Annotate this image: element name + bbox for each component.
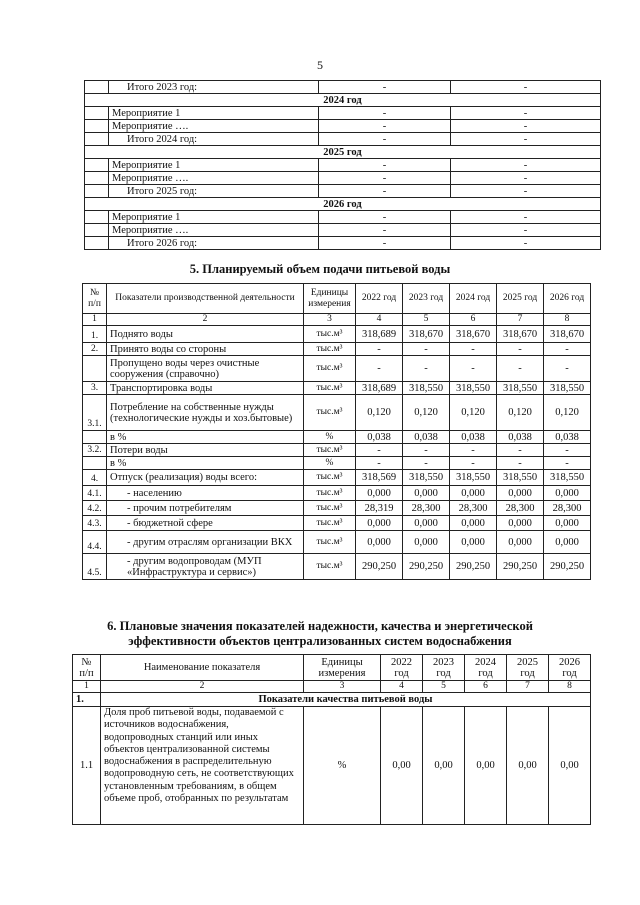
row-unit: %: [304, 457, 356, 470]
cell-value: 28,300: [403, 501, 450, 516]
cell-value: -: [544, 343, 591, 356]
cell-value: 318,550: [544, 382, 591, 395]
cell-value: 290,250: [544, 554, 591, 580]
cell-value: 0,000: [497, 516, 544, 531]
table-header-row: [83, 284, 591, 314]
year-row: [85, 94, 601, 107]
row-unit: тыс.м³: [304, 531, 356, 554]
row-unit: тыс.м³: [304, 356, 356, 382]
row-num: [83, 431, 107, 444]
cell-value: 0,000: [544, 486, 591, 501]
plan-events-table: [84, 80, 601, 250]
cell-value: 0,00: [507, 707, 549, 825]
cell-value: -: [356, 343, 403, 356]
cell-value: -: [403, 356, 450, 382]
cell-value: 28,300: [544, 501, 591, 516]
index-row: [83, 314, 591, 326]
year-row: [85, 146, 601, 159]
table-row: [73, 707, 591, 825]
empty-cell: [85, 185, 109, 198]
cell-value: 0,000: [356, 516, 403, 531]
cell-value: -: [451, 81, 601, 94]
cell-value: -: [403, 457, 450, 470]
cell-value: 318,550: [497, 470, 544, 486]
cell-value: 318,550: [450, 382, 497, 395]
row-num: 4.3.: [83, 516, 107, 531]
cell-value: 318,550: [450, 470, 497, 486]
cell-value: 0,038: [356, 431, 403, 444]
cell-value: 0,00: [423, 707, 465, 825]
cell-value: 290,250: [450, 554, 497, 580]
cell-value: 0,120: [544, 395, 591, 431]
group-num: 1.: [73, 693, 101, 707]
header-year: 2025 год: [497, 284, 544, 314]
empty-cell: [85, 224, 109, 237]
cell-value: -: [319, 211, 451, 224]
cell-value: 290,250: [403, 554, 450, 580]
header-year: 2022 год: [356, 284, 403, 314]
water-supply-table: [82, 283, 591, 580]
empty-cell: [85, 172, 109, 185]
table-row: [83, 486, 591, 501]
cell-value: -: [319, 185, 451, 198]
index-cell: 6: [450, 314, 497, 326]
row-unit: тыс.м³: [304, 326, 356, 343]
cell-value: -: [403, 444, 450, 457]
cell-value: 0,00: [381, 707, 423, 825]
index-cell: 2: [107, 314, 304, 326]
cell-value: 318,689: [356, 326, 403, 343]
cell-value: 290,250: [356, 554, 403, 580]
table-row: [83, 382, 591, 395]
cell-value: -: [319, 159, 451, 172]
cell-value: 0,000: [497, 486, 544, 501]
cell-value: 318,550: [497, 382, 544, 395]
cell-value: 0,000: [450, 516, 497, 531]
cell-value: 318,670: [450, 326, 497, 343]
cell-value: -: [451, 107, 601, 120]
row-label: Мероприятие 1: [109, 211, 319, 224]
index-cell: 2: [101, 681, 304, 693]
index-cell: 4: [356, 314, 403, 326]
cell-value: 0,000: [356, 531, 403, 554]
row-num: [83, 457, 107, 470]
header-unit: Единицы измерения: [304, 655, 381, 681]
table-row: [83, 356, 591, 382]
index-cell: 7: [497, 314, 544, 326]
row-name: Принято воды со стороны: [107, 343, 304, 356]
row-unit: тыс.м³: [304, 516, 356, 531]
row-name: - другим отраслям организации ВКХ: [107, 531, 304, 554]
row-name: - прочим потребителям: [107, 501, 304, 516]
header-name: Наименование показателя: [101, 655, 304, 681]
row-label: Итого 2023 год:: [109, 81, 319, 94]
cell-value: -: [451, 159, 601, 172]
table-row: [85, 185, 601, 198]
row-unit: тыс.м³: [304, 343, 356, 356]
index-cell: 1: [73, 681, 101, 693]
table-row: [85, 237, 601, 250]
index-cell: 3: [304, 681, 381, 693]
cell-value: 0,000: [544, 531, 591, 554]
cell-value: -: [544, 457, 591, 470]
cell-value: -: [544, 356, 591, 382]
cell-value: 0,038: [544, 431, 591, 444]
row-name: - бюджетной сфере: [107, 516, 304, 531]
row-unit: тыс.м³: [304, 470, 356, 486]
cell-value: -: [451, 211, 601, 224]
index-row: [73, 681, 591, 693]
cell-value: -: [450, 343, 497, 356]
cell-value: -: [451, 172, 601, 185]
cell-value: -: [450, 457, 497, 470]
row-num: 4.1.: [83, 486, 107, 501]
group-label: Показатели качества питьевой воды: [101, 693, 591, 707]
cell-value: -: [451, 224, 601, 237]
table-row: [85, 120, 601, 133]
row-name: Потребление на собственные нужды (технологические нужды и хоз.бытовые): [107, 395, 304, 431]
header-unit: Единицы измерения: [304, 284, 356, 314]
cell-value: -: [319, 224, 451, 237]
cell-value: -: [451, 120, 601, 133]
row-label: Мероприятие 1: [109, 159, 319, 172]
empty-cell: [85, 211, 109, 224]
header-year: 2026 год: [549, 655, 591, 681]
table-row: [85, 211, 601, 224]
table-row: [85, 107, 601, 120]
cell-value: 0,120: [356, 395, 403, 431]
cell-value: -: [319, 133, 451, 146]
row-name: Пропущено воды через очистные сооружения (справочно): [107, 356, 304, 382]
cell-value: 0,000: [497, 531, 544, 554]
row-label: Итого 2024 год:: [109, 133, 319, 146]
cell-value: 0,120: [497, 395, 544, 431]
row-unit: тыс.м³: [304, 444, 356, 457]
row-unit: тыс.м³: [304, 486, 356, 501]
empty-cell: [85, 237, 109, 250]
group-row: [73, 693, 591, 707]
table-row: [83, 343, 591, 356]
header-year: 2024 год: [450, 284, 497, 314]
indicators-table: [72, 654, 591, 825]
cell-value: 318,670: [497, 326, 544, 343]
cell-value: 318,569: [356, 470, 403, 486]
header-year: 2022 год: [381, 655, 423, 681]
index-cell: 1: [83, 314, 107, 326]
table-row: [83, 516, 591, 531]
table-row: [83, 326, 591, 343]
cell-value: 28,300: [450, 501, 497, 516]
table-row: [83, 470, 591, 486]
header-year: 2025 год: [507, 655, 549, 681]
empty-cell: [85, 81, 109, 94]
table-row: [83, 444, 591, 457]
cell-value: 318,550: [403, 382, 450, 395]
cell-value: 0,038: [450, 431, 497, 444]
section5-title: 5. Планируемый объем подачи питьевой воды: [189, 262, 451, 276]
year-label: 2026 год: [85, 198, 601, 211]
row-name: Транспортировка воды: [107, 382, 304, 395]
cell-value: -: [356, 457, 403, 470]
row-num: 1.: [83, 326, 107, 343]
table-header-row: [73, 655, 591, 681]
row-name: Поднято воды: [107, 326, 304, 343]
cell-value: 0,000: [450, 531, 497, 554]
table-row: [85, 159, 601, 172]
empty-cell: [85, 159, 109, 172]
table-row: [83, 501, 591, 516]
row-label: Итого 2025 год:: [109, 185, 319, 198]
cell-value: 0,000: [450, 486, 497, 501]
index-cell: 5: [403, 314, 450, 326]
cell-value: -: [497, 343, 544, 356]
index-cell: 8: [549, 681, 591, 693]
table-row: [83, 531, 591, 554]
cell-value: 0,000: [403, 531, 450, 554]
cell-value: -: [451, 133, 601, 146]
index-cell: 3: [304, 314, 356, 326]
table-row: [83, 395, 591, 431]
row-unit: %: [304, 431, 356, 444]
row-label: Итого 2026 год:: [109, 237, 319, 250]
cell-value: 0,120: [450, 395, 497, 431]
row-name: - населению: [107, 486, 304, 501]
row-name: Отпуск (реализация) воды всего:: [107, 470, 304, 486]
cell-value: 318,670: [403, 326, 450, 343]
row-num: 2.: [83, 343, 107, 356]
cell-value: -: [356, 356, 403, 382]
cell-value: 0,000: [403, 486, 450, 501]
row-num: 3.2.: [83, 444, 107, 457]
cell-value: 0,120: [403, 395, 450, 431]
table-row: [85, 224, 601, 237]
row-name: в %: [107, 431, 304, 444]
year-label: 2025 год: [85, 146, 601, 159]
header-num: № п/п: [73, 655, 101, 681]
row-name: Доля проб питьевой воды, подаваемой с источников водоснабжения, водопроводных станций или иных объектов централизованной системы водоснабжения в распределительную водопроводную сеть, не соответствующих установленным требованиям, в общем объеме проб, отобранных по результатам: [101, 707, 304, 825]
cell-value: -: [451, 237, 601, 250]
cell-value: -: [544, 444, 591, 457]
header-year: 2023 год: [423, 655, 465, 681]
index-cell: 8: [544, 314, 591, 326]
table-row: [85, 133, 601, 146]
row-unit: %: [304, 707, 381, 825]
row-num: 4.4.: [83, 531, 107, 554]
cell-value: -: [497, 457, 544, 470]
cell-value: -: [403, 343, 450, 356]
cell-value: 318,550: [544, 470, 591, 486]
row-name: - другим водопроводам (МУП «Инфраструктура и сервис»): [107, 554, 304, 580]
cell-value: 0,00: [549, 707, 591, 825]
cell-value: -: [450, 356, 497, 382]
cell-value: -: [450, 444, 497, 457]
row-num: 3.: [83, 382, 107, 395]
row-name: в %: [107, 457, 304, 470]
index-cell: 5: [423, 681, 465, 693]
cell-value: -: [319, 107, 451, 120]
row-unit: тыс.м³: [304, 554, 356, 580]
cell-value: 0,000: [544, 516, 591, 531]
year-label: 2024 год: [85, 94, 601, 107]
table-row: [83, 431, 591, 444]
row-label: Мероприятие ….: [109, 172, 319, 185]
cell-value: 318,550: [403, 470, 450, 486]
cell-value: 290,250: [497, 554, 544, 580]
empty-cell: [85, 107, 109, 120]
empty-cell: [85, 133, 109, 146]
index-cell: 7: [507, 681, 549, 693]
cell-value: 0,038: [497, 431, 544, 444]
row-num: 1.1: [73, 707, 101, 825]
header-year: 2023 год: [403, 284, 450, 314]
table-row: [83, 457, 591, 470]
cell-value: 28,319: [356, 501, 403, 516]
page-number: 5: [317, 58, 323, 72]
cell-value: -: [319, 172, 451, 185]
cell-value: 318,689: [356, 382, 403, 395]
cell-value: 28,300: [497, 501, 544, 516]
row-unit: тыс.м³: [304, 395, 356, 431]
row-label: Мероприятие ….: [109, 224, 319, 237]
row-num: 4.5.: [83, 554, 107, 580]
row-unit: тыс.м³: [304, 501, 356, 516]
section6-title-line2: эффективности объектов централизованных систем водоснабжения: [128, 634, 512, 648]
header-year: 2026 год: [544, 284, 591, 314]
table-row: [83, 554, 591, 580]
row-unit: тыс.м³: [304, 382, 356, 395]
index-cell: 4: [381, 681, 423, 693]
cell-value: -: [319, 81, 451, 94]
row-num: [83, 356, 107, 382]
row-name: Потери воды: [107, 444, 304, 457]
table-row: [85, 81, 601, 94]
cell-value: -: [451, 185, 601, 198]
year-row: [85, 198, 601, 211]
index-cell: 6: [465, 681, 507, 693]
cell-value: -: [356, 444, 403, 457]
cell-value: 0,00: [465, 707, 507, 825]
cell-value: 0,000: [356, 486, 403, 501]
cell-value: -: [319, 237, 451, 250]
row-num: 4.: [83, 470, 107, 486]
header-num: № п/п: [83, 284, 107, 314]
table-row: [85, 172, 601, 185]
cell-value: 0,038: [403, 431, 450, 444]
cell-value: -: [319, 120, 451, 133]
row-label: Мероприятие 1: [109, 107, 319, 120]
row-num: 3.1.: [83, 395, 107, 431]
cell-value: 0,000: [403, 516, 450, 531]
cell-value: 318,670: [544, 326, 591, 343]
header-name: Показатели производственной деятельности: [107, 284, 304, 314]
empty-cell: [85, 120, 109, 133]
section6-title-line1: 6. Плановые значения показателей надежности, качества и энергетической: [107, 619, 533, 633]
row-label: Мероприятие ….: [109, 120, 319, 133]
cell-value: -: [497, 356, 544, 382]
cell-value: -: [497, 444, 544, 457]
header-year: 2024 год: [465, 655, 507, 681]
row-num: 4.2.: [83, 501, 107, 516]
